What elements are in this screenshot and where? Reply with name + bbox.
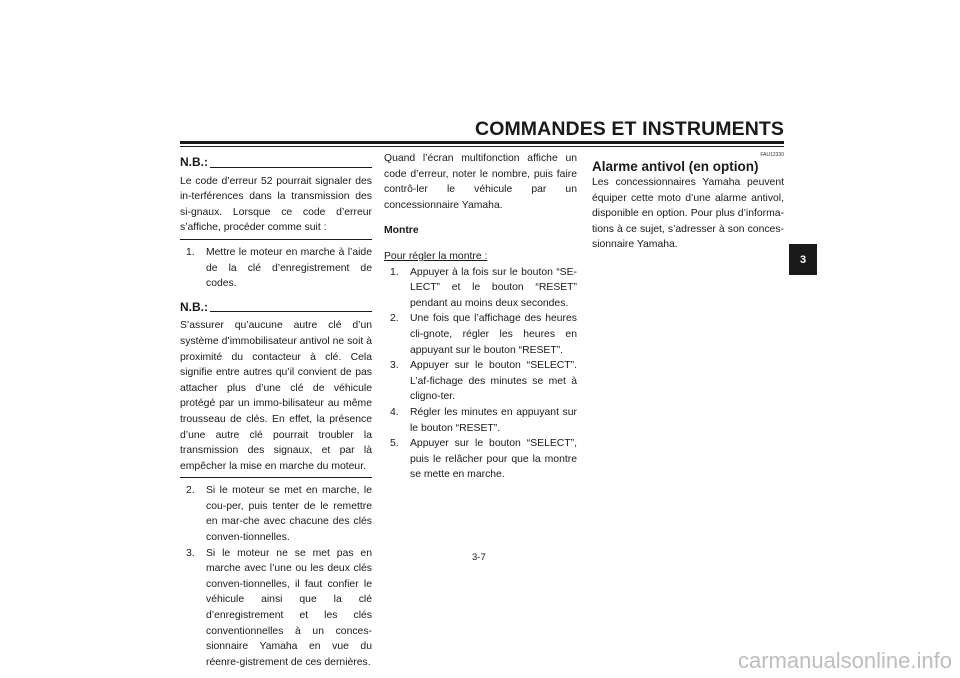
title-rule-thin [180,146,784,147]
clock-step-list [384,265,577,483]
note-header [180,155,372,171]
step-number: 1. [390,266,399,278]
intro-paragraph: Quand l’écran multifonction affiche un code d’erreur, noter le nombre, puis faire contrô-ler le véhicule par un concessionnaire Yamaha. [384,153,577,211]
step-text: Régler les minutes en appuyant sur le bouton “RESET”. [410,406,577,434]
note-rule [210,167,372,168]
note-header [180,300,372,316]
alarm-paragraph: Les concessionnaires Yamaha peuvent équiper cette moto d’une alarme antivol, disponible en option. Pour plus d’informa-tions à ce sujet, s’adresser à son conces-sionnaire Yamaha. [592,177,784,251]
note-rule [210,311,372,312]
page-number: 3-7 [472,552,486,563]
step-number: 3. [186,547,195,559]
watermark: carmanualsonline.info [737,648,952,673]
page-title: COMMANDES ET INSTRUMENTS [475,118,784,140]
note-end-rule [180,477,372,478]
note-text: S’assurer qu’aucune autre clé d’un système d’immobilisateur antivol ne soit à proximité du contacteur à clé. Cela signifie entre autres qu’il convient de pas attacher plus d’une clé de véhicule protégé par un immo-bilisateur au même trousseau de clés. En effet, la présence d’une autre clé pourrait troubler la transmission des signaux, et par là empêcher la mise en marche du moteur. [180,320,372,472]
note-label: N.B.: [180,155,208,169]
step-number: 3. [390,360,399,372]
list-item [384,358,577,405]
step-number: 2. [186,485,195,497]
step-text: Appuyer sur le bouton “SELECT”, puis le relâcher pour que la montre se mette en marche. [410,438,577,481]
subheading-regler-montre: Pour régler la montre : [384,250,488,262]
section-heading-montre: Montre [384,225,419,237]
note-text: Le code d’erreur 52 pourrait signaler des in-terférences dans la transmission des si-gnaux. Lorsque ce code d’erreur s’affiche, procéder comme suit : [180,175,372,234]
note-end-rule [180,239,372,240]
step-text: Si le moteur se met en marche, le cou-per, puis tenter de le remettre en mar-che avec chacune des clés conven-tionnelles. [206,485,372,544]
step-number: 2. [390,313,399,325]
list-item [180,546,372,671]
reference-code: FAU12330 [760,152,784,158]
list-item [384,311,577,358]
step-text: Appuyer à la fois sur le bouton “SE-LECT” et le bouton “RESET” pendant au moins deux secondes. [410,266,577,309]
step-list [180,483,372,670]
step-text: Une fois que l’affichage des heures cli-gnote, régler les heures en appuyant sur le bouton “RESET”. [410,313,577,356]
step-list [180,245,372,292]
step-text: Appuyer sur le bouton “SELECT”. L’af-fichage des minutes se met à cligno-ter. [410,360,577,403]
step-text: Si le moteur ne se met pas en marche avec l’une ou les deux clés conven-tionnelles, il faut confier le véhicule ainsi que la clé d’enregistrement et les clés conventionnelles à un conces-sionnaire Yamaha en vue du réenre-gistrement de ces dernières. [206,547,372,668]
list-item [384,436,577,483]
list-item [180,483,372,545]
step-number: 5. [390,438,399,450]
step-number: 1. [186,246,195,258]
step-number: 4. [390,406,399,418]
column-right [592,151,784,253]
chapter-tab: 3 [789,244,817,275]
list-item [384,265,577,312]
list-item [180,245,372,292]
title-rule [180,141,784,144]
column-left [180,151,372,670]
section-title-alarme: Alarme antivol (en option) [592,159,759,174]
list-item [384,405,577,436]
note-label: N.B.: [180,299,208,314]
step-text: Mettre le moteur en marche à l’aide de la clé d’enregistrement de codes. [206,246,372,290]
column-middle [384,151,577,483]
